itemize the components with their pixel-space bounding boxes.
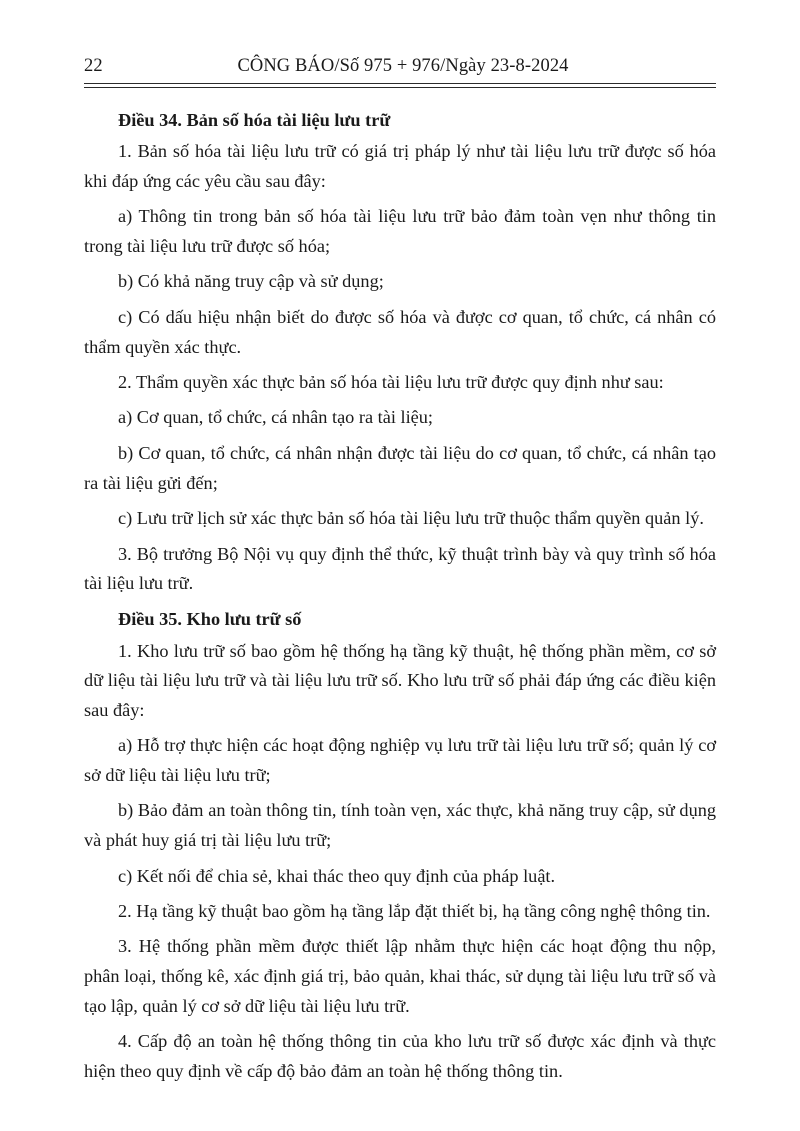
body-paragraph: a) Cơ quan, tổ chức, cá nhân tạo ra tài liệu;	[118, 407, 434, 428]
article-heading: Điều 35. Kho lưu trữ số	[118, 608, 302, 629]
body-paragraph: 1. Kho lưu trữ số bao gồm hệ thống hạ tầng kỹ thuật, hệ thống phần mềm, cơ sở dữ liệu tài liệu lưu trữ và tài liệu lưu trữ số. Kho lưu trữ số phải đáp ứng các điều kiện sau đây:	[84, 640, 716, 720]
body-paragraph: 3. Bộ trưởng Bộ Nội vụ quy định thể thức, kỹ thuật trình bày và quy trình số hóa tài liệu lưu trữ.	[84, 543, 716, 594]
body-paragraph: 3. Hệ thống phần mềm được thiết lập nhằm thực hiện các hoạt động thu nộp, phân loại, thống kê, xác định giá trị, bảo quản, khai thác, sử dụng tài liệu lưu trữ số và tạo lập, quản lý cơ sở dữ liệu tài liệu lưu trữ.	[84, 936, 716, 1016]
body-paragraph: 2. Hạ tầng kỹ thuật bao gồm hạ tầng lắp đặt thiết bị, hạ tầng công nghệ thông tin.	[118, 901, 711, 921]
header-rule-thick	[84, 83, 716, 84]
header-title: CÔNG BÁO/Số 975 + 976/Ngày 23-8-2024	[237, 56, 569, 76]
body-paragraph: 2. Thẩm quyền xác thực bản số hóa tài liệu lưu trữ được quy định như sau:	[118, 372, 664, 392]
body-paragraph: 1. Bản số hóa tài liệu lưu trữ có giá trị pháp lý như tài liệu lưu trữ được số hóa khi đáp ứng các yêu cầu sau đây:	[84, 141, 716, 191]
page-number: 22	[84, 56, 103, 76]
body-paragraph: c) Kết nối để chia sẻ, khai thác theo quy định của pháp luật.	[118, 865, 556, 886]
body-paragraph: b) Có khả năng truy cập và sử dụng;	[118, 271, 384, 292]
body-paragraph: c) Lưu trữ lịch sử xác thực bản số hóa tài liệu lưu trữ thuộc thẩm quyền quản lý.	[118, 508, 704, 529]
body-paragraph: c) Có dấu hiệu nhận biết do được số hóa và được cơ quan, tổ chức, cá nhân có thẩm quyền xác thực.	[84, 306, 716, 357]
header-rule-thin	[84, 87, 716, 88]
page-header	[84, 56, 716, 83]
body-paragraph: b) Cơ quan, tổ chức, cá nhân nhận được tài liệu do cơ quan, tổ chức, cá nhân tạo ra tài liệu gửi đến;	[84, 442, 716, 493]
body-paragraph: a) Thông tin trong bản số hóa tài liệu lưu trữ bảo đảm toàn vẹn như thông tin trong tài liệu lưu trữ được số hóa;	[84, 206, 716, 256]
body-paragraph: 4. Cấp độ an toàn hệ thống thông tin của kho lưu trữ số được xác định và thực hiện theo quy định về cấp độ bảo đảm an toàn hệ thống thông tin.	[84, 1031, 716, 1081]
page-content	[84, 56, 716, 1092]
body-paragraph: b) Bảo đảm an toàn thông tin, tính toàn vẹn, xác thực, khả năng truy cập, sử dụng và phát huy giá trị tài liệu lưu trữ;	[84, 800, 716, 851]
article-heading: Điều 34. Bản số hóa tài liệu lưu trữ	[118, 109, 391, 130]
body-paragraph: a) Hỗ trợ thực hiện các hoạt động nghiệp vụ lưu trữ tài liệu lưu trữ số; quản lý cơ sở dữ liệu tài liệu lưu trữ;	[84, 735, 716, 785]
document-body	[84, 106, 716, 1087]
